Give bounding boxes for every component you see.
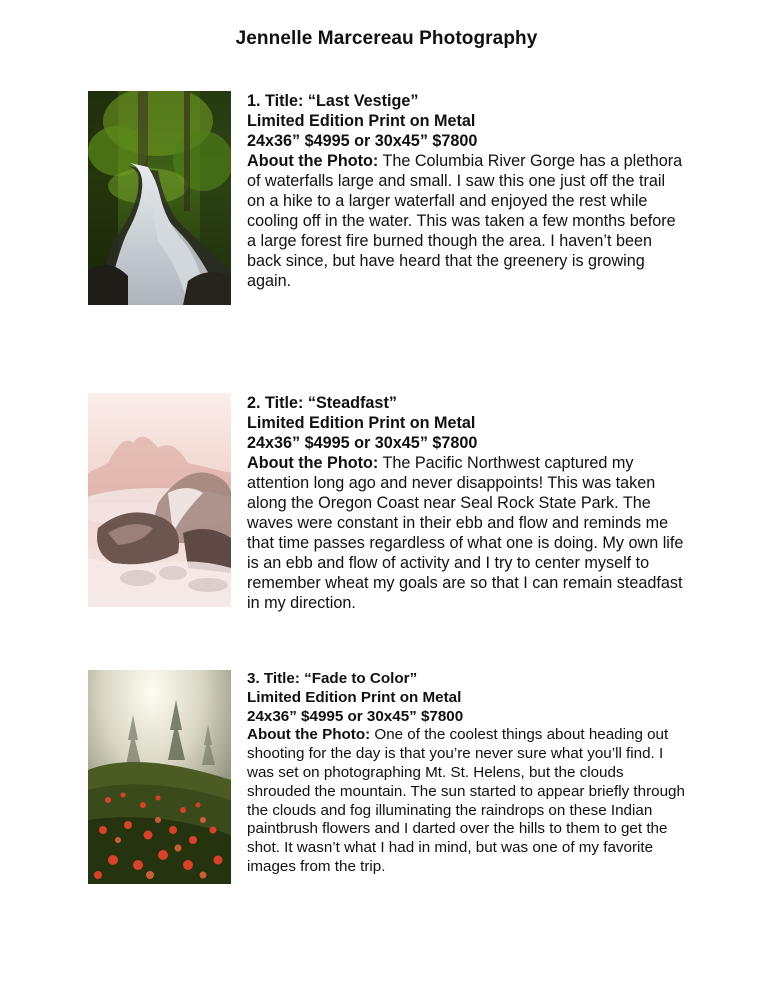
- entry-1-about: [247, 152, 682, 290]
- photo-entry-2: [88, 393, 688, 612]
- entry-3-about-text: One of the coolest things about heading out shooting for the day is that you’re never sure what you’ll find. I was set on photographing Mt. St. Helens, but the clouds shrouded the mountain. The sun started to appear briefly through the clouds and fog illuminating the raindrops on these Indian paintbrush flowers and I darted over the hills to them to get the shot. It wasn’t what I had in mind, but was one of my favorite images from the trip.: [247, 726, 685, 875]
- entry-2-about-label: About the Photo:: [247, 454, 379, 472]
- entry-3-edition: Limited Edition Print on Metal: [247, 688, 462, 706]
- entry-3-title: 3. Title: “Fade to Color”: [247, 670, 418, 687]
- entry-1-title: 1. Title: “Last Vestige”: [247, 92, 419, 110]
- photo-entry-3: [88, 670, 688, 885]
- entry-1-pricing: 24x36” $4995 or 30x45” $7800: [247, 132, 478, 150]
- entry-3-pricing: 24x36” $4995 or 30x45” $7800: [247, 707, 464, 725]
- entry-1-about-label: About the Photo:: [247, 152, 379, 170]
- entry-2-about-text: The Pacific Northwest captured my attention long ago and never disappoints! This was taken along the Oregon Coast near Seal Rock State Park. The waves were constant in their ebb and flow and reminds me that time passes regardless of what one is doing. My own life is an ebb and flow of activity and I try to center myself to remember wheat my goals are so that I can remain steadfast in my direction.: [247, 454, 684, 612]
- entry-2-text: [247, 393, 687, 613]
- entry-1-edition: Limited Edition Print on Metal: [247, 112, 476, 130]
- entry-2-edition: Limited Edition Print on Metal: [247, 414, 476, 432]
- entry-1-about-text: The Columbia River Gorge has a plethora of waterfalls large and small. I saw this one just off the trail on a hike to a larger waterfall and enjoyed the rest while cooling off in the water. This was taken a few months before a large forest fire burned though the area. I haven’t been back since, but have heard that the greenery is growing again.: [247, 152, 683, 290]
- entry-3-text: [247, 670, 687, 877]
- coastal-rocks-photo: [88, 393, 231, 607]
- page-title: Jennelle Marcereau Photography: [235, 28, 538, 49]
- entry-3-about-label: About the Photo:: [247, 726, 371, 744]
- photo-entry-1: [88, 91, 688, 306]
- entry-1-text: [247, 91, 687, 291]
- waterfall-photo: [88, 91, 231, 305]
- entry-2-title: 2. Title: “Steadfast”: [247, 394, 397, 412]
- entry-2-about: [247, 454, 683, 612]
- wildflower-meadow-photo: [88, 670, 231, 884]
- entry-3-about: [247, 726, 685, 875]
- entry-2-pricing: 24x36” $4995 or 30x45” $7800: [247, 434, 478, 452]
